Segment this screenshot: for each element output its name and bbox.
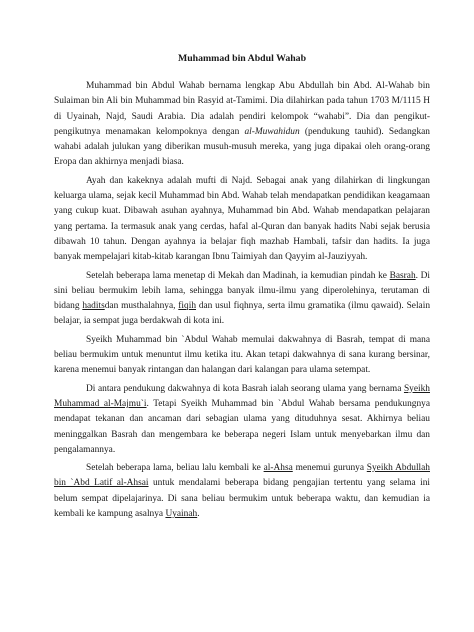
- text-run: . Tetapi Syeikh Muhammad bin `Abdul Wahab bersama pendukungnya mendapat tekanan dan ancaman dari sebagian ulama yang dituduhnya sesat. Akhirnya beliau meninggalkan Basrah dan mengembara ke beberapa negeri Islam untuk menyebarkan ilmu dan pengalamannya.: [54, 398, 430, 455]
- text-run: . Di sini beliau bermukim lebih lama, sehingga banyak ilmu-ilmu yang diperolehinya, terutaman di bidang: [54, 270, 431, 312]
- linked-term[interactable]: Syeikh Abdullah bin `Abd Latif al-Ahsai: [54, 463, 430, 489]
- text-run: menemui gurunya: [292, 463, 367, 474]
- text-run: Ayah dan kakeknya adalah mufti di Najd. Sebagai anak yang dilahirkan di lingkungan keluarga ulama, sejak kecil Muhammad bin Abd. Wahab telah mendapatkan pendidikan keagamaan yang cukup kuat. Dibawah asuhan ayahnya, Muhammad bin Abd. Wahab mendapatkan pelajaran yang pertama. Ia termasuk anak yang cerdas, hafal al-Quran dan banyak hadits Nabi sejak berusia dibawah 10 tahun. Dengan ayahnya ia belajar fiqh mazhab Hambali, tafsir dan hadits. Ia juga banyak mempelajari kitab-kitab karangan Ibnu Taimiyah dan Qayyim al-Jauziyyah.: [54, 175, 430, 263]
- paragraph-p6: [54, 461, 430, 522]
- paragraph-p5: [54, 382, 430, 458]
- paragraph-p2: [54, 174, 430, 266]
- linked-term[interactable]: Basrah: [389, 270, 416, 281]
- text-run: .: [197, 509, 200, 520]
- text-run: dan usul fiqhnya, serta ilmu gramatika (ilmu qawaid). Selain belajar, ia sempat juga berdakwah di kota ini.: [54, 301, 431, 327]
- text-run: untuk mendalami beberapa bidang pengajian tertentu yang selama ini belum sempat dipelajarinya. Di sana beliau bermukim untuk beberapa waktu, dan kemudian ia kembali ke kampung asalnya: [54, 478, 430, 520]
- paragraph-p4: [54, 333, 430, 379]
- text-run: Di antara pendukung dakwahnya di kota Basrah ialah seorang ulama yang bernama: [86, 383, 404, 394]
- italic-term: al-Muwahidun: [244, 126, 300, 137]
- linked-term[interactable]: al-Ahsa: [263, 463, 293, 474]
- text-run: Setelah beberapa lama menetap di Mekah dan Madinah, ia kemudian pindah ke: [86, 270, 390, 281]
- text-run: dan musthalahnya,: [104, 301, 179, 312]
- paragraph-p1: [54, 79, 430, 171]
- linked-term[interactable]: fiqih: [178, 301, 197, 312]
- linked-term[interactable]: Uyainah: [165, 509, 198, 520]
- text-run: Muhammad bin Abdul Wahab bernama lengkap Abu Abdullah bin Abd. Al-Wahab bin Sulaiman bin Ali bin Muhammad bin Rasyid at-Tamimi. Dia dilahirkan pada tahun 1703 M/1115 H di Uyainah, Najd, Saudi Arabia. Dia adalah pendiri kelompok “wahabi”. Dia dan pengikut-pengikutnya menamakan kelompoknya dengan: [54, 81, 430, 137]
- document-title: Muhammad bin Abdul Wahab: [177, 53, 307, 64]
- linked-term[interactable]: Syeikh Muhammad al-Majmu`i: [54, 383, 430, 409]
- text-run: (pendukung tauhid). Sedangkan wahabi adalah julukan yang diberikan musuh-musuh mereka, yang juga dipakai oleh orang-orang Eropa dan akhirnya menjadi biasa.: [54, 126, 430, 168]
- text-run: Syeikh Muhammad bin `Abdul Wahab memulai dakwahnya di Basrah, tempat di mana beliau bermukim untuk menuntut ilmu ketika itu. Akan tetapi dakwahnya di sana kurang bersinar, karena menemui banyak rintangan dan halangan dari kalangan para ulama setempat.: [54, 334, 430, 376]
- paragraph-p3: [54, 269, 430, 330]
- linked-term[interactable]: hadits: [82, 301, 105, 312]
- document-body: [54, 79, 430, 522]
- text-run: Setelah beberapa lama, beliau lalu kembali ke: [86, 463, 264, 474]
